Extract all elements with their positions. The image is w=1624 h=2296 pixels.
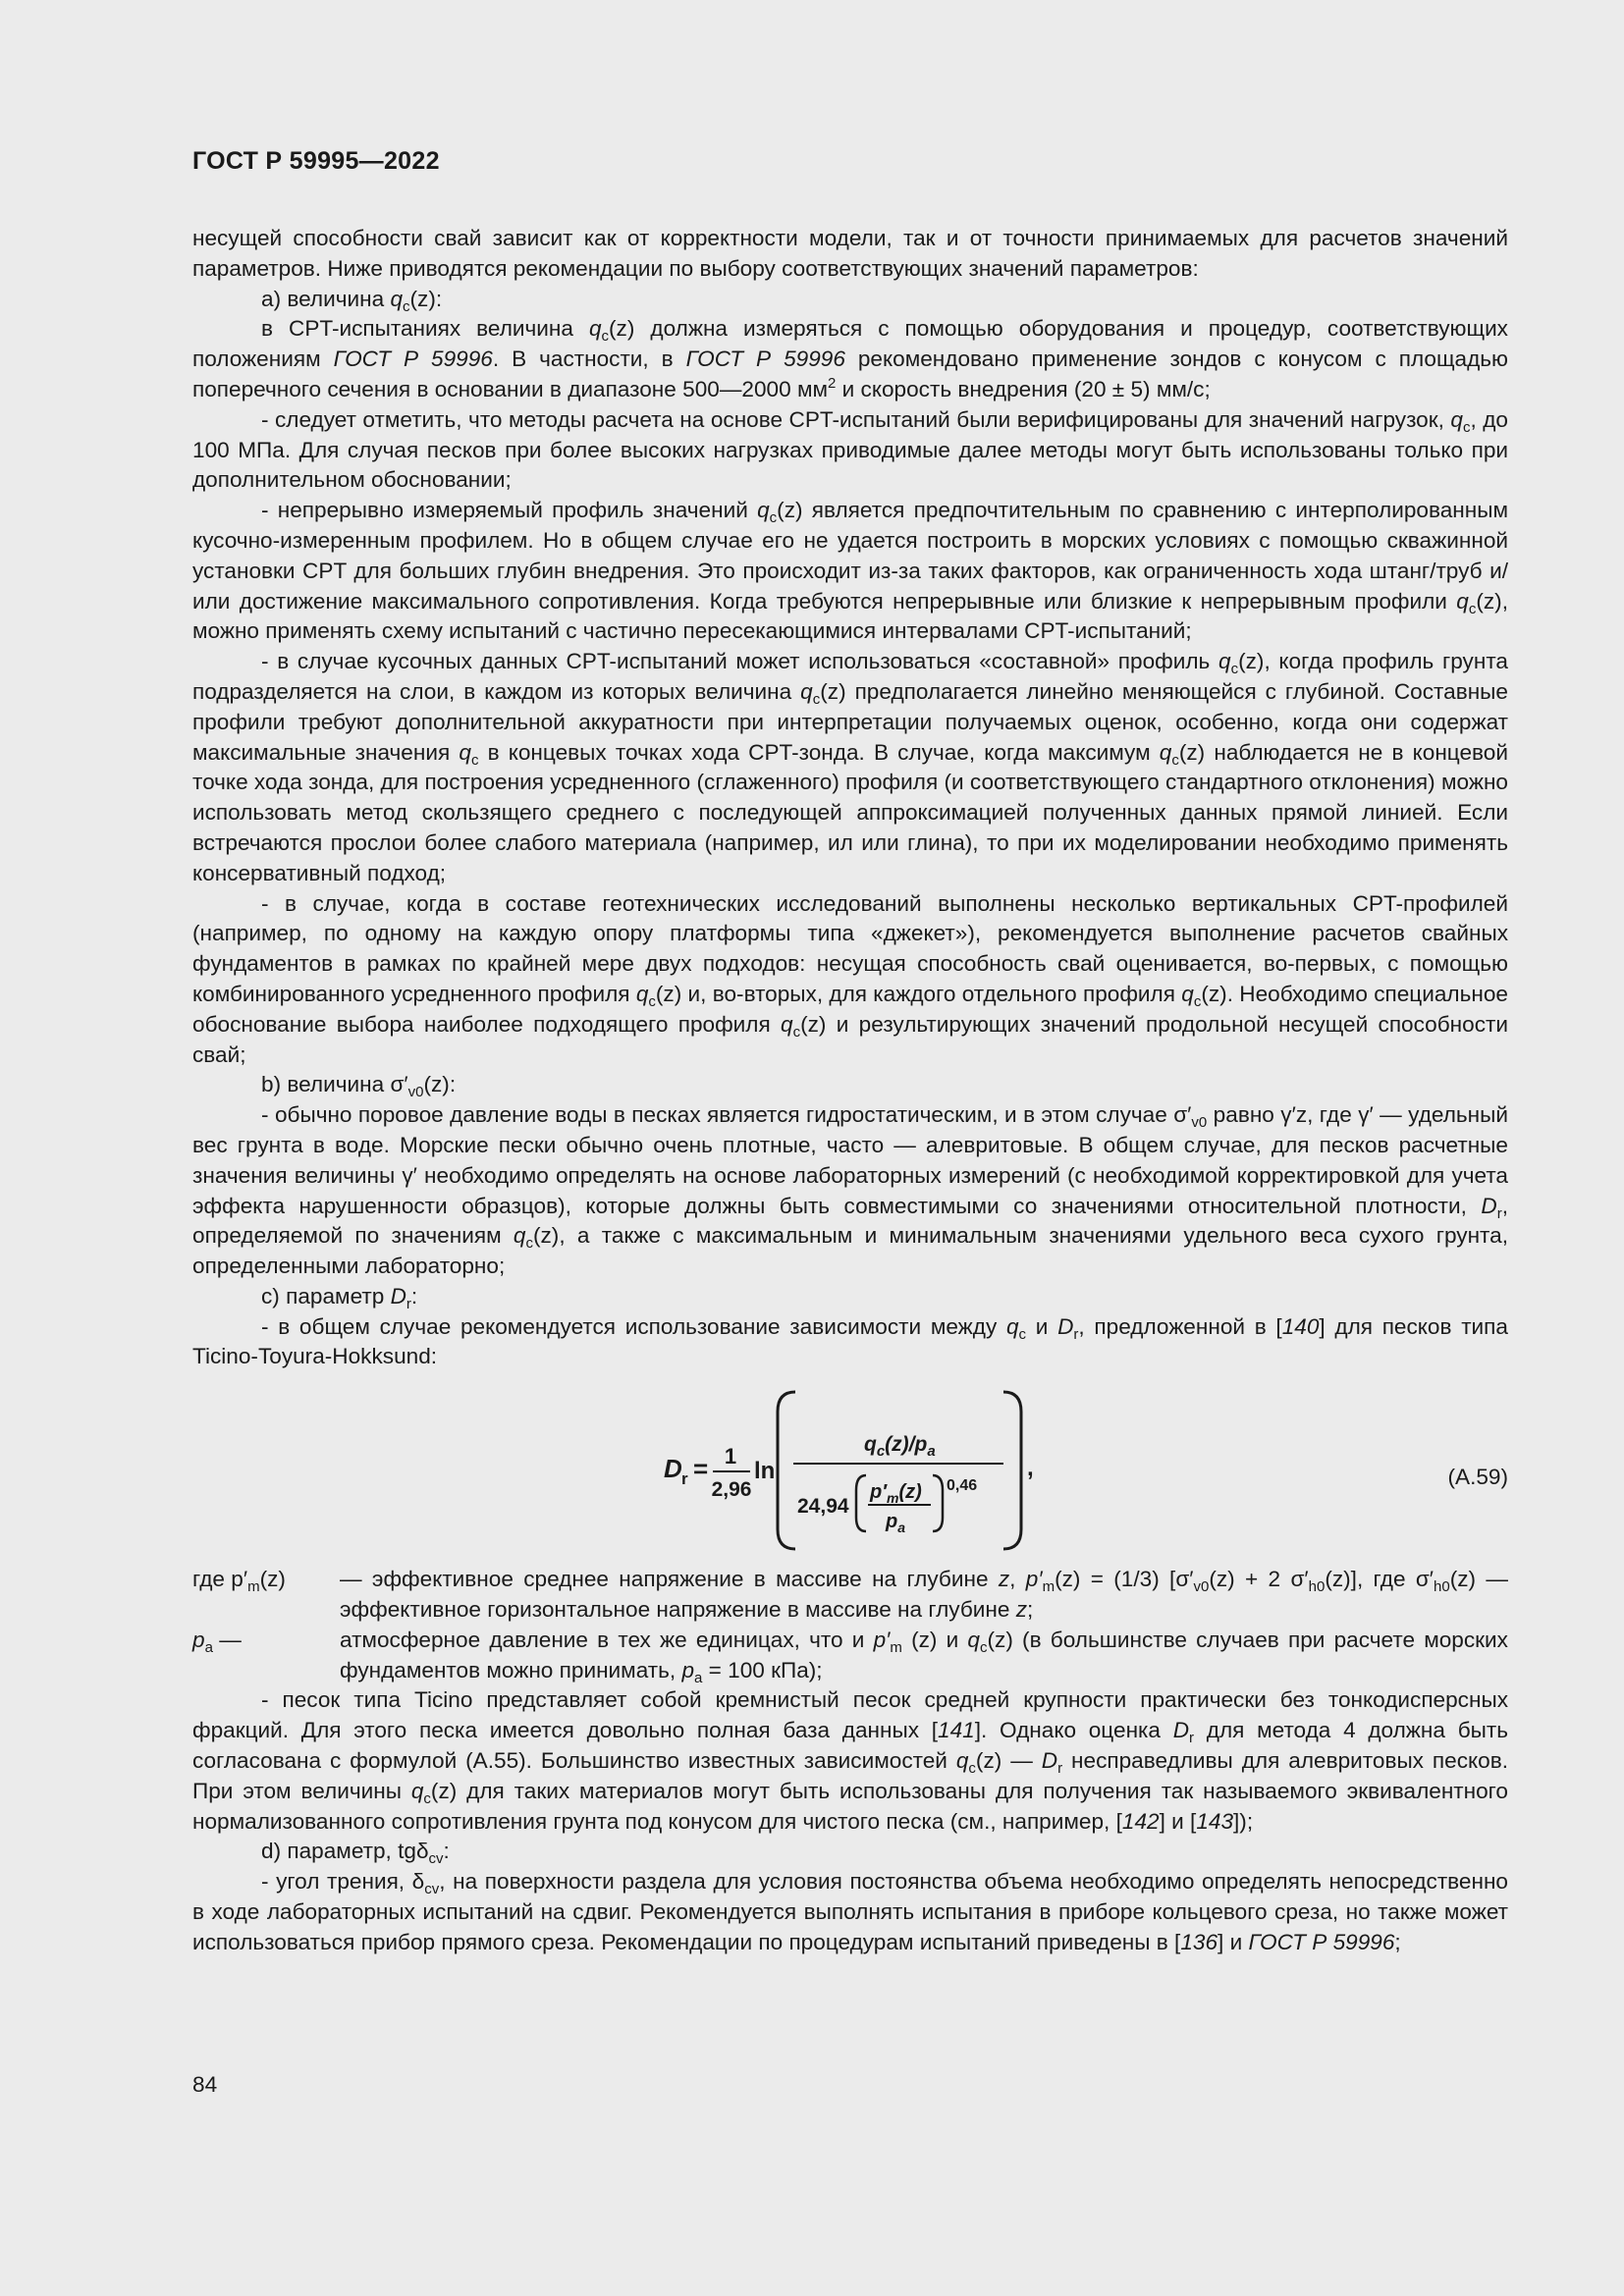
list-item: - в случае кусочных данных CPT-испытаний может использоваться «составной» профиль $q_c(z)$, когда профиль грунта подразделяется на слои, в каждом из которых величина $q_c(z)$ предполагается линейно меняющейся с глубиной. Составные профили требуют дополнительной аккуратности при интерпретации получаемых оценок, особенно, когда они содержат максимальные значения $q_c$ в концевых точках хода CPT-зонда. В случае, когда максимум $q_c(z)$ наблюдается не в концевой точке хода зонда, для построения усредненного (сглаженного) профиля (и соответствующего стандартного отклонения) можно использовать метод скользящего среднего с последующей аппроксимацией полученных данных прямой линией. Если встречаются прослои более слабого материала (например, ил или глина), то при их моделировании необходимо применять консервативный подход; (192, 649, 1508, 885)
item-b-heading: b) величина $\sigma'_{v0}(z)$: (261, 1072, 457, 1101)
formula-lhs-sub: r (681, 1469, 688, 1489)
where-label: $p_a$ — (192, 1627, 242, 1656)
formula-inner-num: $q_c(z)/p_a$ (864, 1433, 936, 1461)
page-number: 84 (192, 2072, 218, 2097)
where-block (192, 1565, 1508, 1685)
small-paren-right (933, 1475, 943, 1531)
list-item: - обычно поровое давление воды в песках является гидростатическим, и в этом случае $\sigma'_{v0}$ равно γ′z, где γ′ — удельный вес грунта в воде. Морские пески обычно очень плотные, часто — алевритовые. В общем случае, для песков расчетные значения величины γ′ необходимо определять на основе лабораторных измерений (с необходимой корректировкой для учета эффекта нарушенности образцов), которые должны быть совместимыми со значениями относительной плотности, $D_r$, определяемой по значениям $q_c(z)$, а также с максимальным и минимальным значениями удельного веса сухого грунта, определенными лабораторно; (192, 1102, 1509, 1279)
where-row-pa: $p_a$ — атмосферное давление в тех же единицах, что и $p'_m$ (z) и $q_c(z)$ (в большинстве случаев при расчете морских фундаментов можно принимать, $p_a = 100$ кПа); (192, 1627, 1508, 1686)
formula-lhs: D (664, 1454, 682, 1484)
item-d-heading: d) параметр, tgδ$_{cv}$: (261, 1839, 450, 1868)
formula-pm: $p'_m(z)$ (870, 1481, 922, 1507)
formula-ln: ln (754, 1458, 776, 1485)
small-paren-left (856, 1475, 866, 1531)
where-row-pm: где $p'_m(z)$ — эффективное среднее напряжение в массиве на глубине z, $p'_m(z) = (1/3) [\sigma'_{v0}(z) + 2$ $\sigma'_{h0}(z)$], где $\sigma'_{h0}(z)$ — эффективное горизонтальное напряжение в массиве на глубине z; (192, 1567, 1509, 1623)
formula-exponent: 0,46 (947, 1477, 978, 1495)
big-paren-right (1003, 1392, 1021, 1549)
formula-coef: 24,94 (797, 1495, 849, 1519)
formula-comma: , (1027, 1455, 1034, 1482)
equation-number: (А.59) (1447, 1465, 1508, 1490)
item-a-text: в CPT-испытаниях величина $q_c(z)$ должна измеряться с помощью оборудования и процедур, соответствующих положениям ГОСТ Р 59996. В частности, в ГОСТ Р 59996 рекомендовано применение зондов с конусом с площадью поперечного сечения в основании в диапазоне 500—2000 $мм^2$ и скорость внедрения (20 ± 5) мм/с; (192, 316, 1508, 401)
list-item: - следует отметить, что методы расчета на основе CPT-испытаний были верифицированы для значений нагрузок, $q_c$, до 100 МПа. Для случая песков при более высоких нагрузках приводимые далее методы могут быть использованы только при дополнительном обосновании; (192, 406, 1508, 493)
where-label: где $p'_m(z)$ (192, 1567, 286, 1596)
list-item: - непрерывно измеряемый профиль значений $q_c(z)$ является предпочтительным по сравнению с интерполированным кусочно-измеренным профилем. Но в общем случае его не удается построить в морских условиях с помощью скважинной установки CPT для больших глубин внедрения. Это происходит из-за таких факторов, как ограниченность хода штанг/труб и/или достижение максимального сопротивления. Когда требуются непрерывные или близкие к непрерывным профили $q_c(z)$, можно применять схему испытаний с частично пересекающимися интервалами CPT-испытаний; (192, 498, 1509, 644)
item-c-heading: c) параметр $D_r$: (261, 1283, 418, 1312)
formula-den-1: 2,96 (711, 1478, 752, 1502)
list-item: - в общем случае рекомендуется использование зависимости между $q_c$ и $D_r$, предложенной в [140] для песков типа Ticino-Toyura-Hokksund: (192, 1313, 1508, 1369)
formula-graphic (664, 1382, 1076, 1557)
list-item: - угол трения, $\delta_{cv}$, на поверхности раздела для условия постоянства объема необходимо определять непосредственно в ходе лабораторных испытаний на сдвиг. Рекомендуется выполнять испытания в приборе кольцевого среза, но также может использоваться прибор прямого среза. Рекомендации по процедурам испытаний приведены в [136] и ГОСТ Р 59996; (192, 1869, 1508, 1954)
list-item: - песок типа Ticino представляет собой кремнистый песок средней крупности практически без тонкодисперсных фракций. Для этого песка имеется довольно полная база данных [141]. Однако оценка $D_r$ для метода 4 должна быть согласована с формулой (А.55). Большинство известных зависимостей $q_c(z)$ — $D_r$ несправедливы для алевритовых песков. При этом величины $q_c(z)$ для таких материалов могут быть использованы для получения так называемого эквивалентного нормализованного сопротивления грунта под конусом для чистого песка (см., например, [142] и [143]); (192, 1687, 1509, 1834)
body-text (192, 224, 1508, 1958)
page-header: ГОСТ Р 59995—2022 (192, 147, 440, 175)
formula-pa: $p_a$ (886, 1511, 906, 1536)
formula-equals: = (693, 1454, 709, 1484)
paragraph-intro: несущей способности свай зависит как от корректности модели, так и от точности принимаемых для расчетов значений параметров. Ниже приводятся рекомендации по выбору соответствующих значений параметров: (192, 226, 1508, 281)
big-paren-left (778, 1392, 795, 1549)
list-item: - в случае, когда в составе геотехнических исследований выполнены несколько вертикальных CPT-профилей (например, по одному на каждую опору платформы типа «джекет»), рекомендуется выполнение расчетов свайных фундаментов в рамках по крайней мере двух подходов: несущая способность свай оценивается, во-первых, с помощью комбинированного усредненного профиля $q_c(z)$ и, во-вторых, для каждого отдельного профиля $q_c(z)$. Необходимо специальное обоснование выбора наиболее подходящего профиля $q_c(z)$ и результирующих значений продольной несущей способности свай; (192, 890, 1508, 1067)
formula-a59 (192, 1382, 1508, 1557)
item-a-heading: a) величина $q_c(z)$: (261, 286, 443, 315)
formula-num-1: 1 (724, 1444, 737, 1469)
